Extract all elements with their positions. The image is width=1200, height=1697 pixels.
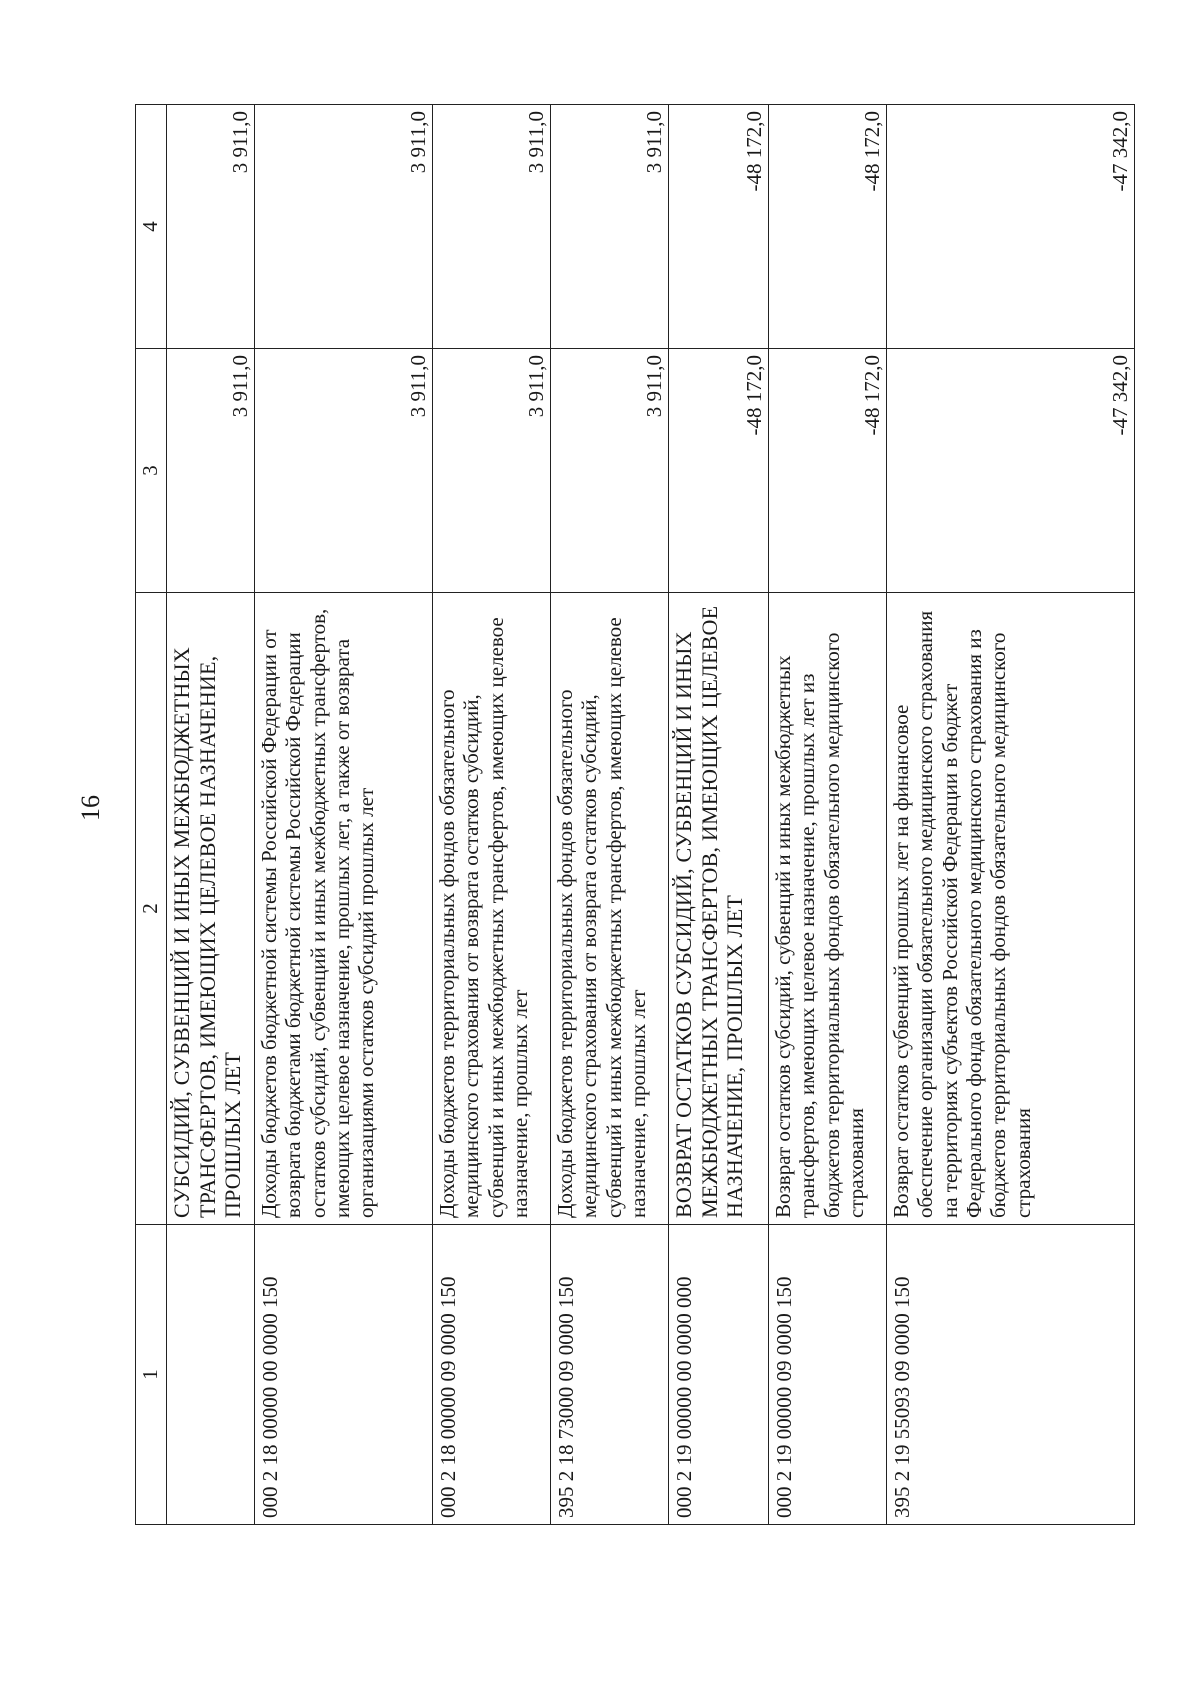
amount-col-3: -48 172,0 <box>669 349 769 593</box>
amount-col-4: -48 172,0 <box>769 105 887 349</box>
item-name: ВОЗВРАТ ОСТАТКОВ СУБСИДИЙ, СУБВЕНЦИЙ И ИНЫХ МЕЖБЮДЖЕТНЫХ ТРАНСФЕРТОВ, ИМЕЮЩИХ ЦЕЛЕВОЕ НАЗНАЧЕНИЕ, ПРОШЛЫХ ЛЕТ <box>669 593 769 1225</box>
table-row <box>551 105 669 1525</box>
item-name: Возврат остатков субсидий, субвенций и иных межбюджетных трансфертов, имеющих целевое назначение, прошлых лет из бюджетов территориальных фондов обязательного медицинского страхования <box>769 593 887 1225</box>
amount-col-4: 3 911,0 <box>167 105 255 349</box>
table-row <box>887 105 1135 1525</box>
header-col-1: 1 <box>136 1225 167 1525</box>
budget-code: 395 2 18 73000 09 0000 150 <box>551 1225 669 1525</box>
amount-col-3: -47 342,0 <box>887 349 1135 593</box>
amount-col-3: 3 911,0 <box>433 349 551 593</box>
revenue-table <box>135 104 1135 1525</box>
item-name: Доходы бюджетов территориальных фондов обязательного медицинского страхования от возврата остатков субсидий, субвенций и иных межбюджетных трансфертов, имеющих целевое назначение, прошлых лет <box>551 593 669 1225</box>
budget-code <box>167 1225 255 1525</box>
header-col-3: 3 <box>136 349 167 593</box>
item-name: Доходы бюджетов территориальных фондов обязательного медицинского страхования от возврата остатков субсидий, субвенций и иных межбюджетных трансфертов, имеющих целевое назначение, прошлых лет <box>433 593 551 1225</box>
table-row <box>669 105 769 1525</box>
budget-code: 395 2 19 55093 09 0000 150 <box>887 1225 1135 1525</box>
amount-col-3: -48 172,0 <box>769 349 887 593</box>
amount-col-4: -48 172,0 <box>669 105 769 349</box>
amount-col-4: 3 911,0 <box>551 105 669 349</box>
budget-code: 000 2 19 00000 00 0000 000 <box>669 1225 769 1525</box>
budget-code: 000 2 19 00000 09 0000 150 <box>769 1225 887 1525</box>
item-name: Доходы бюджетов бюджетной системы Российской Федерации от возврата бюджетами бюджетной системы Российской Федерации остатков субсидий, субвенций и иных межбюджетных трансфертов, имеющих целевое назначение, прошлых лет, а также от возврата организациями остатков субсидий прошлых лет <box>255 593 433 1225</box>
amount-col-3: 3 911,0 <box>551 349 669 593</box>
table-row <box>433 105 551 1525</box>
budget-code: 000 2 18 00000 00 0000 150 <box>255 1225 433 1525</box>
rotated-page <box>135 105 1135 1525</box>
page-number: 16 <box>76 795 105 821</box>
header-col-2: 2 <box>136 593 167 1225</box>
header-col-4: 4 <box>136 105 167 349</box>
amount-col-4: 3 911,0 <box>433 105 551 349</box>
item-name: Возврат остатков субвенций прошлых лет на финансовое обеспечение организации обязательного медицинского страхования на территориях субъектов Российской Федерации в бюджет Федерального фонда обязательного медицинского страхования из бюджетов территориальных фондов обязательного медицинского страхования <box>887 593 1135 1225</box>
table-header-row <box>136 105 167 1525</box>
item-name: СУБСИДИЙ, СУБВЕНЦИЙ И ИНЫХ МЕЖБЮДЖЕТНЫХ ТРАНСФЕРТОВ, ИМЕЮЩИХ ЦЕЛЕВОЕ НАЗНАЧЕНИЕ, ПРОШЛЫХ ЛЕТ <box>167 593 255 1225</box>
amount-col-3: 3 911,0 <box>255 349 433 593</box>
budget-code: 000 2 18 00000 09 0000 150 <box>433 1225 551 1525</box>
amount-col-4: 3 911,0 <box>255 105 433 349</box>
amount-col-3: 3 911,0 <box>167 349 255 593</box>
table-row <box>769 105 887 1525</box>
table-row <box>255 105 433 1525</box>
table-row <box>167 105 255 1525</box>
amount-col-4: -47 342,0 <box>887 105 1135 349</box>
